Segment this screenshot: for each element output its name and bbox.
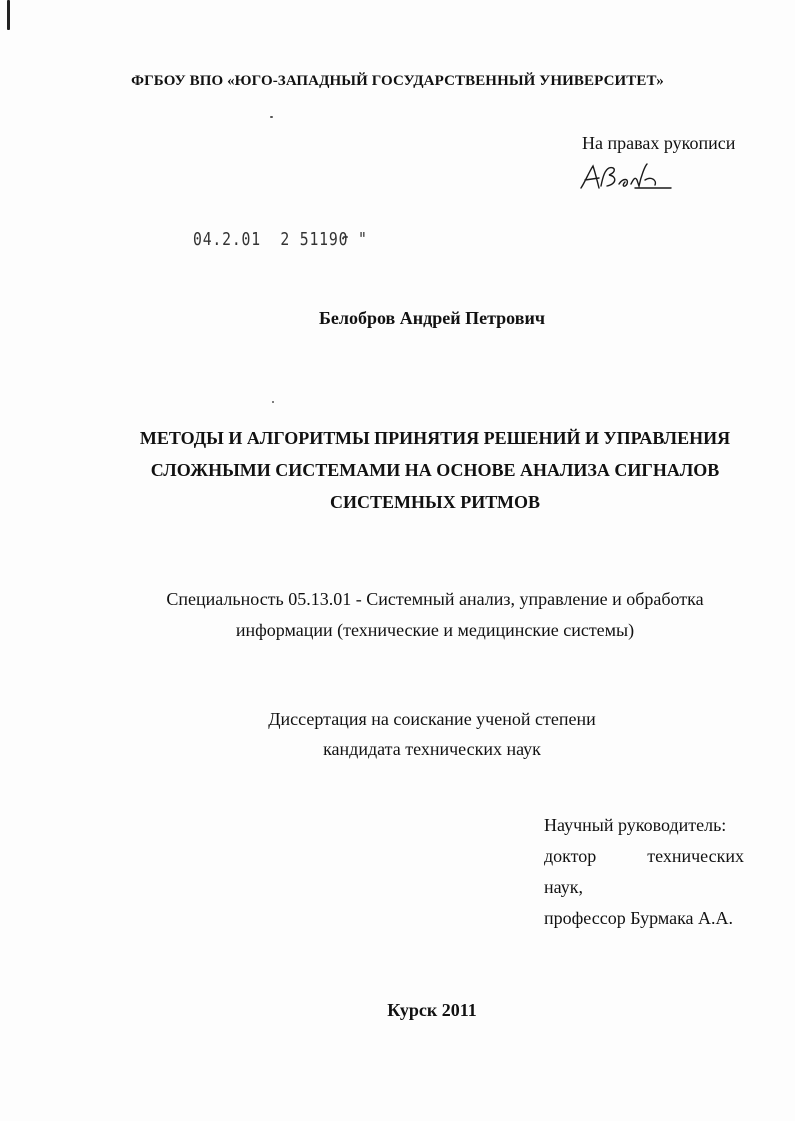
supervisor-degree-line: [544, 841, 744, 872]
university-name: ФГБОУ ВПО «ЮГО-ЗАПАДНЫЙ ГОСУДАРСТВЕННЫЙ УНИВЕРСИТЕТ»: [131, 73, 664, 89]
specialty-block: [120, 584, 750, 646]
specialty-line: Специальность 05.13.01 - Системный анализ, управление и обработка: [166, 589, 704, 609]
degree-line: кандидата технических наук: [323, 739, 541, 759]
specialty-line: информации (технические и медицинские системы): [235, 620, 635, 640]
scan-speck: [272, 401, 274, 403]
supervisor-label: Научный руководитель:: [544, 815, 727, 835]
title-line: МЕТОДЫ И АЛГОРИТМЫ ПРИНЯТИЯ РЕШЕНИЙ И УПРАВЛЕНИЯ: [139, 428, 731, 448]
manuscript-rights-label: На правах рукописи: [582, 133, 736, 153]
supervisor-name: профессор Бурмака А.А.: [544, 908, 734, 928]
city-year: Курск 2011: [387, 1000, 477, 1020]
supervisor-degree-word: доктор: [544, 846, 597, 866]
degree-block: [132, 704, 732, 764]
scan-margin-mark: [7, 0, 10, 30]
supervisor-block: [544, 810, 744, 934]
supervisor-degree-word: технических: [647, 846, 744, 866]
author-signature: [575, 158, 675, 198]
dissertation-title: [90, 422, 780, 518]
title-line: СИСТЕМНЫХ РИТМОВ: [330, 492, 540, 512]
supervisor-degree-word: наук,: [544, 877, 583, 897]
degree-line: Диссертация на соискание ученой степени: [268, 709, 596, 729]
scan-speck: [270, 116, 273, 118]
registration-stamp-number: 04.2.01 2 51190 ": [193, 229, 368, 250]
title-line: СЛОЖНЫМИ СИСТЕМАМИ НА ОСНОВЕ АНАЛИЗА СИГНАЛОВ: [150, 460, 720, 480]
author-name: Белобров Андрей Петрович: [319, 308, 545, 328]
